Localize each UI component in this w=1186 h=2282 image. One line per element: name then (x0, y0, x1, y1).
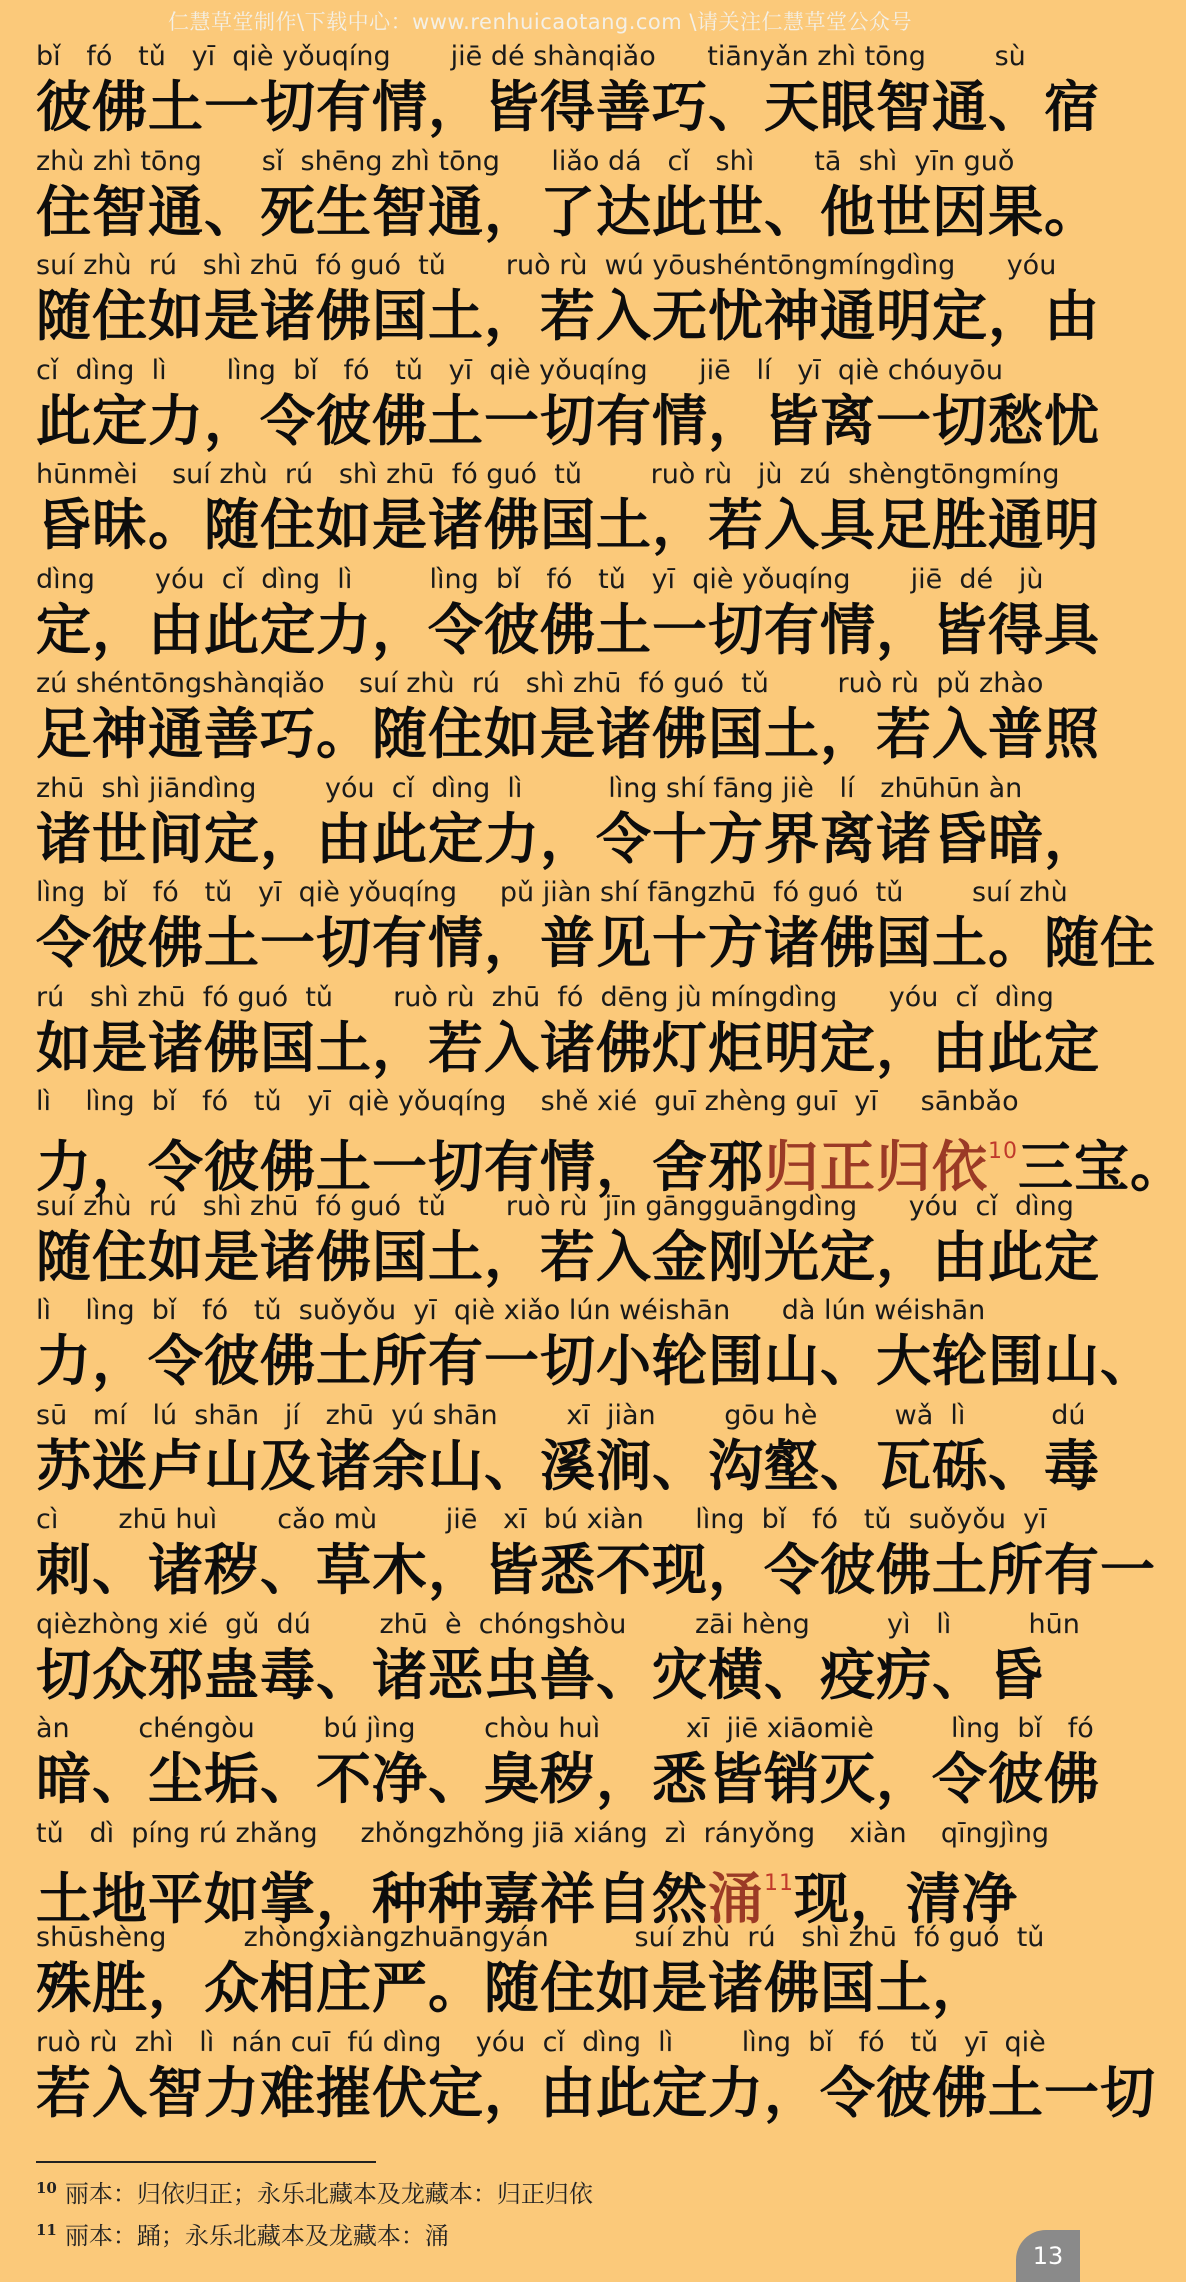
footnote-marker[interactable]: 11 (764, 1870, 795, 1896)
text-line (36, 354, 1101, 459)
chinese-text: 随住如是诸佛国土，若入金刚光定，由此定 (36, 1224, 1101, 1289)
chinese-text: 暗、尘垢、不净、臭秽，悉皆销灭，令彼佛 (36, 1747, 1101, 1811)
footnote-number: 11 (36, 2221, 57, 2239)
chinese-text: 昏昧。随住如是诸佛国土，若入具足胜通明 (36, 493, 1101, 557)
text-line (36, 1190, 1101, 1295)
pinyin-annotation: suí zhù rú shì zhū fó guó tǔ ruò rù wú yōushéntōngmíngdìng yóu (36, 250, 1057, 281)
pinyin-annotation: zhū shì jiāndìng yóu cǐ dìng lì lìng shí fāng jiè lí zhūhūn àn (36, 772, 1023, 804)
pinyin-annotation: rú shì zhū fó guó tǔ ruò rù zhū fó dēng jù míngdìng yóu cǐ dìng (36, 981, 1054, 1013)
text-line (36, 1503, 1157, 1608)
pinyin-annotation: lì lìng bǐ fó tǔ suǒyǒu yī qiè xiǎo lún wéishān dà lún wéishān (36, 1295, 986, 1326)
text-line (36, 145, 1101, 250)
text-line (36, 1294, 1157, 1399)
text-line (36, 1712, 1101, 1817)
text-line (36, 667, 1101, 772)
pinyin-annotation: qièzhòng xié gǔ dú zhū è chóngshòu zāi hèng yì lì hūn (36, 1608, 1080, 1640)
text-line (36, 249, 1101, 354)
text-line (36, 981, 1101, 1086)
page-number: 13 (1016, 2230, 1080, 2282)
chinese-text: 随住如是诸佛国土，若入无忧神通明定，由 (36, 284, 1101, 348)
text-line (36, 2026, 1157, 2131)
pinyin-annotation: cǐ dìng lì lìng bǐ fó tǔ yī qiè yǒuqíng jiē lí yī qiè chóuyōu (36, 354, 1003, 386)
chinese-text: 若入智力难摧伏定，由此定力，令彼佛土一切 (36, 2060, 1157, 2125)
text-line (36, 876, 1157, 981)
pinyin-annotation: tǔ dì píng rú zhǎng zhǒngzhǒng jiā xiáng zì rányǒng xiàn qīngjìng (36, 1817, 1050, 1849)
chinese-text: 住智通、死生智通，了达此世、他世因果。 (36, 179, 1101, 244)
chinese-text: 足神通善巧。随住如是诸佛国土，若入普照 (36, 702, 1101, 766)
pinyin-annotation: shūshèng zhòngxiàngzhuāngyán suí zhù rú shì zhū fó guó tǔ (36, 1922, 1045, 1953)
text-line (36, 1399, 1101, 1504)
pinyin-annotation: cì zhū huì cǎo mù jiē xī bú xiàn lìng bǐ fó tǔ suǒyǒu yī (36, 1504, 1047, 1535)
pinyin-annotation: dìng yóu cǐ dìng lì lìng bǐ fó tǔ yī qiè yǒuqíng jiē dé jù (36, 563, 1044, 595)
text-line (36, 1608, 1080, 1713)
chinese-text: 刺、诸秽、草木，皆悉不现，令彼佛土所有一 (36, 1538, 1157, 1602)
pinyin-annotation: ruò rù zhì lì nán cuī fú dìng yóu cǐ dìng lì lìng bǐ fó tǔ yī qiè (36, 2026, 1046, 2058)
footnote-text: 丽本：归依归正；永乐北藏本及龙藏本：归正归依 (64, 2180, 593, 2208)
pinyin-annotation: sū mí lú shān jí zhū yú shān xī jiàn gōu hè wǎ lì dú (36, 1399, 1086, 1431)
text-line (36, 772, 1101, 877)
pinyin-annotation: lìng bǐ fó tǔ yī qiè yǒuqíng pǔ jiàn shí fāngzhū fó guó tǔ suí zhù (36, 877, 1068, 908)
chinese-text: 切众邪蛊毒、诸恶虫兽、灾横、疫疠、昏 (36, 1642, 1045, 1707)
pinyin-annotation: zú shéntōngshànqiǎo suí zhù rú shì zhū fó guó tǔ ruò rù pǔ zhào (36, 668, 1044, 699)
chinese-text: 土地平如掌，种种嘉祥自然涌$^{11}$现，清净 (36, 1866, 1019, 1931)
text-line (36, 563, 1101, 668)
footnote-item (36, 2170, 1036, 2212)
chinese-text: 力，令彼佛土所有一切小轮围山、大轮围山、 (36, 1329, 1157, 1393)
chinese-text: 令彼佛土一切有情，普见十方诸佛国土。随住 (36, 911, 1157, 975)
text-line (36, 1085, 1186, 1199)
variant-text: 涌 (708, 1866, 765, 1931)
chinese-text: 定，由此定力，令彼佛土一切有情，皆得具 (36, 597, 1101, 662)
footnote-number: 10 (36, 2179, 57, 2197)
footnote-text: 丽本：踊；永乐北藏本及龙藏本：涌 (64, 2222, 449, 2250)
pinyin-annotation: lì lìng bǐ fó tǔ yī qiè yǒuqíng shě xié guī zhèng guī yī sānbǎo (36, 1086, 1019, 1117)
footnote-marker[interactable]: 10 (988, 1139, 1019, 1164)
pinyin-annotation: suí zhù rú shì zhū fó guó tǔ ruò rù jīn gāngguāngdìng yóu cǐ dìng (36, 1190, 1074, 1222)
chinese-text: 诸世间定，由此定力，令十方界离诸昏暗， (36, 806, 1101, 871)
page-header: 仁慧草堂制作\下载中心：www.renhuicaotang.com \请关注仁慧草堂公众号 (168, 10, 912, 34)
footnotes (36, 2170, 1036, 2254)
pinyin-annotation: àn chéngòu bú jìng chòu huì xī jiē xiāomiè lìng bǐ fó (36, 1713, 1094, 1744)
footnote-item (36, 2212, 1036, 2254)
variant-text: 归正归依 (764, 1135, 989, 1199)
chinese-text: 苏迷卢山及诸余山、溪涧、沟壑、瓦砾、毒 (36, 1433, 1101, 1498)
pinyin-annotation: zhù zhì tōng sǐ shēng zhì tōng liǎo dá cǐ shì tā shì yīn guǒ (36, 145, 1015, 177)
chinese-text: 彼佛土一切有情，皆得善巧、天眼智通、宿 (36, 75, 1101, 139)
chinese-text: 此定力，令彼佛土一切有情，皆离一切愁忧 (36, 388, 1101, 453)
text-line (36, 1817, 1050, 1931)
scripture-text (36, 40, 1186, 2130)
footnote-divider (36, 2161, 376, 2163)
chinese-text: 殊胜，众相庄严。随住如是诸佛国土， (36, 1956, 989, 2020)
text-line (36, 458, 1101, 563)
text-line (36, 40, 1101, 145)
text-line (36, 1921, 1046, 2026)
chinese-text: 如是诸佛国土，若入诸佛灯炬明定，由此定 (36, 1015, 1101, 1080)
pinyin-annotation: hūnmèi suí zhù rú shì zhū fó guó tǔ ruò rù jù zú shèngtōngmíng (36, 459, 1060, 490)
pinyin-annotation: bǐ fó tǔ yī qiè yǒuqíng jiē dé shànqiǎo tiānyǎn zhì tōng sù (36, 41, 1026, 72)
chinese-text: 力，令彼佛土一切有情，舍邪归正归依$^{10}$三宝。 (36, 1135, 1186, 1199)
